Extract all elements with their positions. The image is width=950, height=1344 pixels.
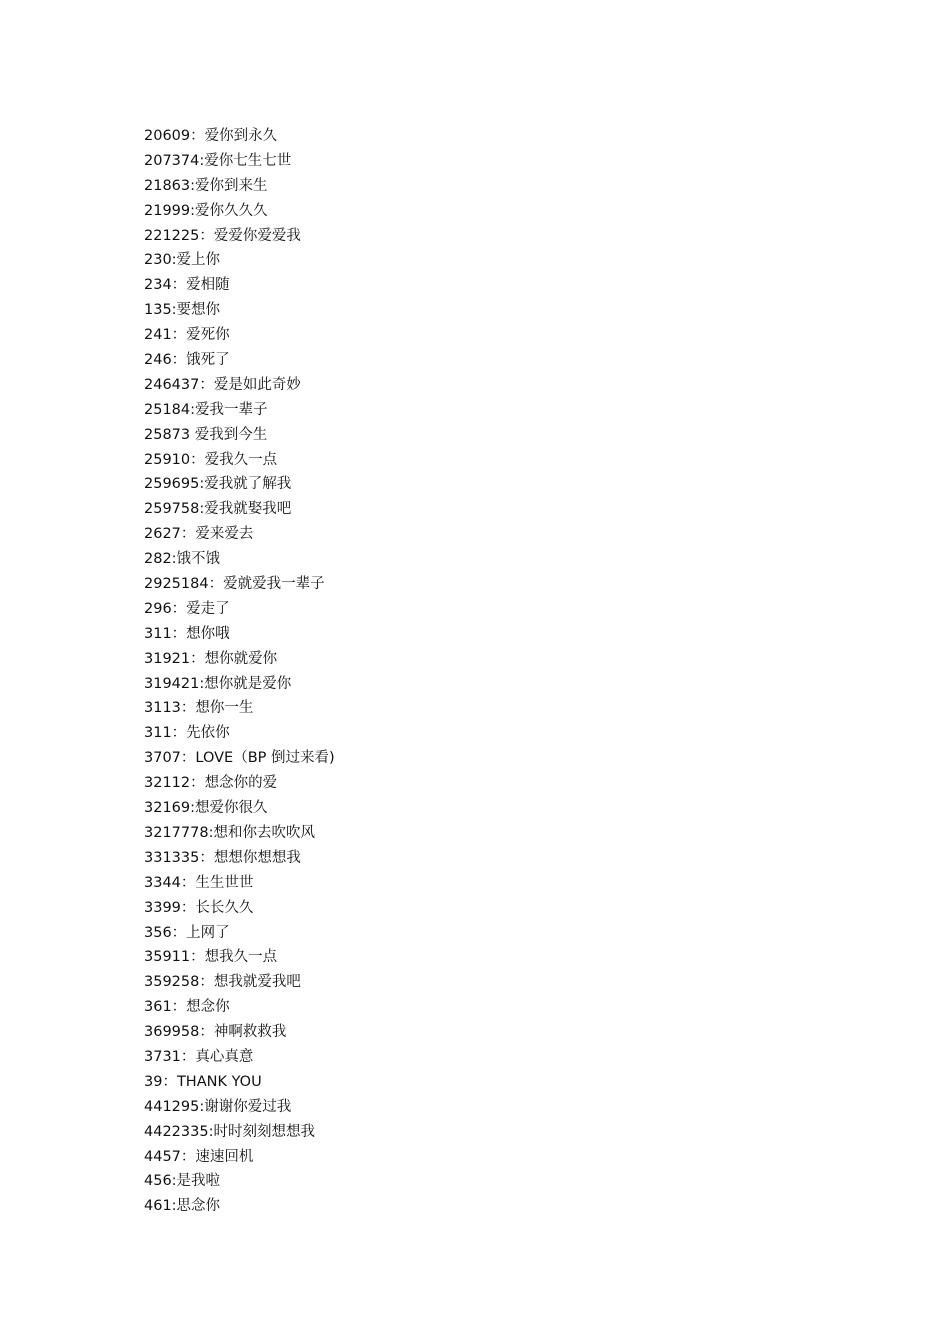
list-line: 221225：爱爱你爱爱我: [144, 227, 301, 244]
list-line: 2925184：爱就爱我一辈子: [144, 576, 325, 593]
list-line: 241：爱死你: [144, 327, 230, 344]
list-line: 331335：想想你想想我: [144, 849, 301, 866]
list-line: 296：爱走了: [144, 600, 230, 617]
list-line: 4457：速速回机: [144, 1148, 254, 1165]
list-line: 246：饿死了: [144, 352, 230, 369]
list-line: 461:思念你: [144, 1198, 221, 1215]
list-line: 25184:爱我一辈子: [144, 401, 268, 418]
list-line: 3344：生生世世: [144, 874, 254, 891]
list-line: 3707：LOVE（BP 倒过来看): [144, 750, 335, 767]
list-line: 21863:爱你到来生: [144, 177, 268, 194]
list-line: 361：想念你: [144, 999, 230, 1016]
list-line: 25873 爱我到今生: [144, 426, 268, 443]
list-line: 359258：想我就爱我吧: [144, 974, 301, 991]
list-line: 319421:想你就是爱你: [144, 675, 292, 692]
list-line: 234：爱相随: [144, 277, 230, 294]
list-line: 356：上网了: [144, 924, 230, 941]
list-line: 31921：想你就爱你: [144, 650, 278, 667]
list-line: 3217778:想和你去吹吹风: [144, 824, 315, 841]
list-line: 3399：长长久久: [144, 899, 254, 916]
list-line: 230:爱上你: [144, 252, 221, 269]
list-line: 369958：神啊救救我: [144, 1024, 287, 1041]
list-line: 39：THANK YOU: [144, 1073, 262, 1090]
list-line: 35911：想我久一点: [144, 949, 278, 966]
list-line: 2627：爱来爱去: [144, 526, 254, 543]
list-line: 32169:想爱你很久: [144, 800, 268, 817]
list-line: 4422335:时时刻刻想想我: [144, 1123, 315, 1140]
list-line: 3731：真心真意: [144, 1048, 254, 1065]
list-line: 135:要想你: [144, 302, 221, 319]
list-line: 25910：爱我久一点: [144, 451, 278, 468]
list-line: 21999:爱你久久久: [144, 202, 268, 219]
list-line: 3113：想你一生: [144, 700, 254, 717]
list-line: 259695:爱我就了解我: [144, 476, 292, 493]
list-line: 441295:谢谢你爱过我: [144, 1098, 292, 1115]
list-line: 282:饿不饿: [144, 551, 221, 568]
list-line: 20609：爱你到永久: [144, 128, 278, 144]
list-line: 456:是我啦: [144, 1173, 221, 1190]
list-line: 32112：想念你的爱: [144, 775, 278, 792]
list-line: 311：先依你: [144, 725, 230, 742]
list-line: 259758:爱我就娶我吧: [144, 501, 292, 518]
list-line: 246437：爱是如此奇妙: [144, 376, 301, 393]
number-code-list: [144, 124, 824, 1219]
list-line: 207374:爱你七生七世: [144, 152, 292, 169]
list-line: 311：想你哦: [144, 625, 230, 642]
